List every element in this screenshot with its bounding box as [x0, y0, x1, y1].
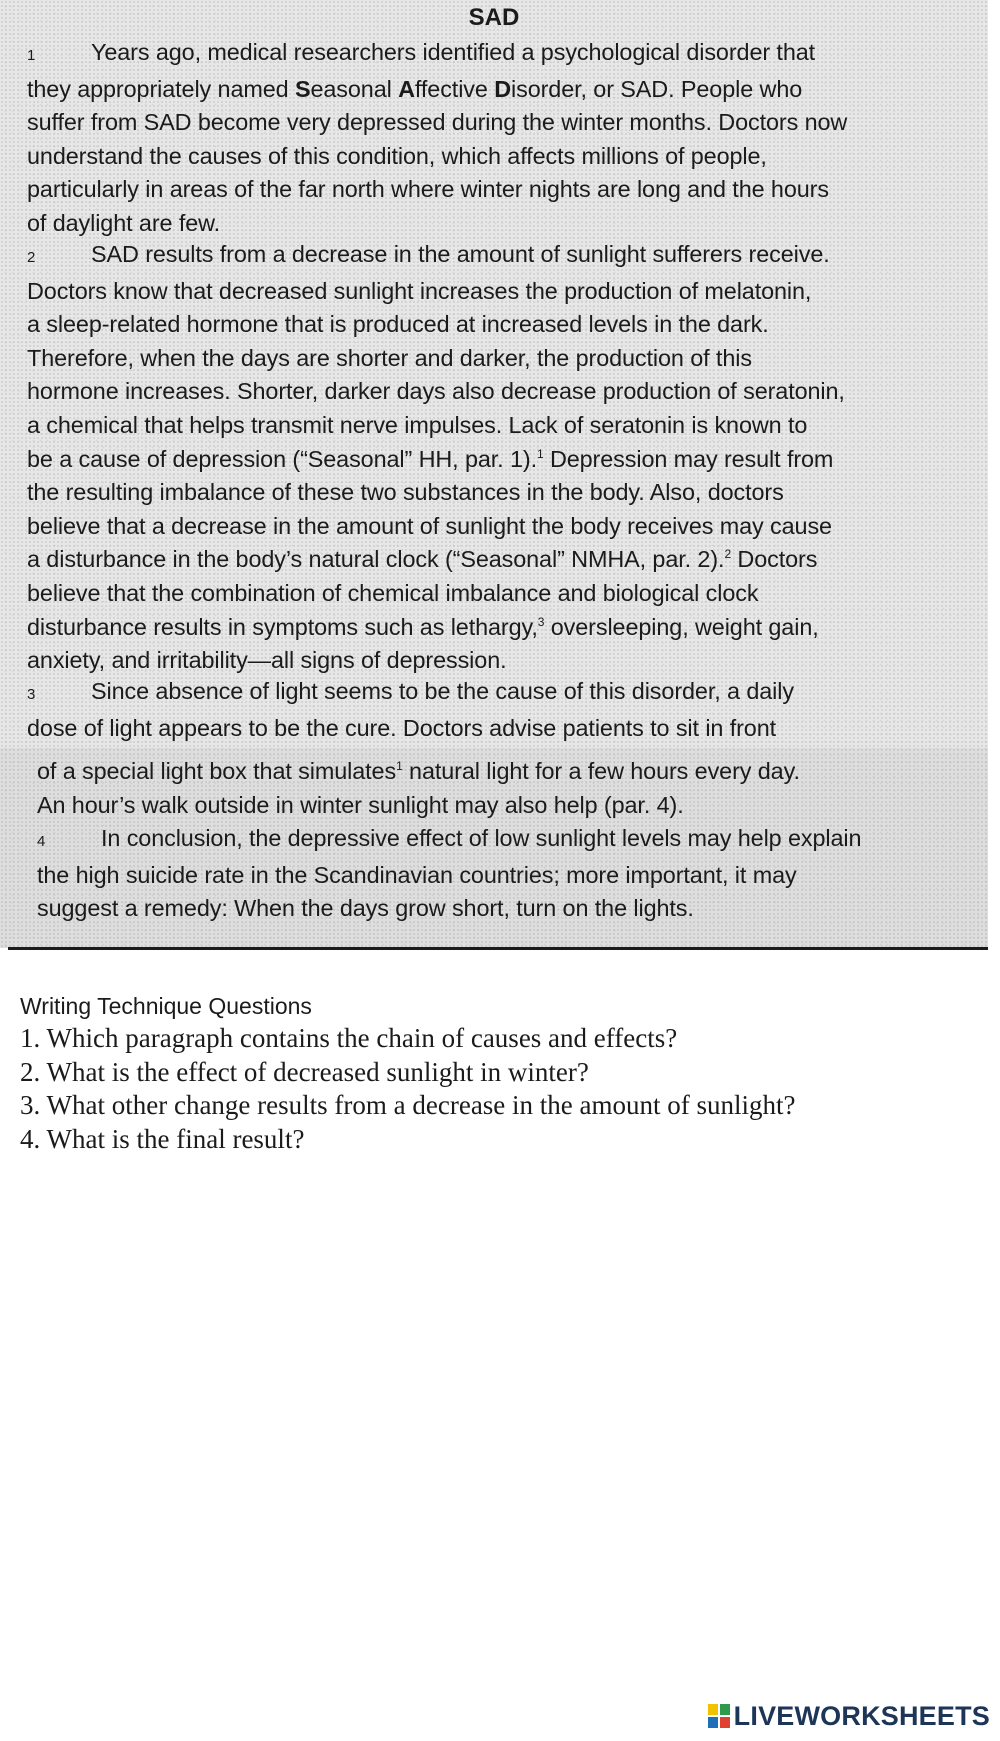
text-line: believe that a decrease in the amount of sunlight the body receives may cause — [27, 512, 832, 539]
paragraph-2 — [27, 238, 845, 678]
liveworksheets-brand — [708, 1701, 990, 1731]
paragraph-3-continued — [37, 755, 800, 822]
paragraph-number: 2 — [27, 249, 36, 266]
text-line: anxiety, and irritability—all signs of depression. — [27, 647, 507, 674]
bold-letter: S — [294, 75, 311, 102]
brand-name: LIVEWORKSHEETS — [733, 1701, 990, 1731]
text-fragment: Depression may result from — [543, 445, 834, 472]
text-line: particularly in areas of the far north where winter nights are long and the hours — [27, 176, 829, 203]
text-line: a disturbance in the body’s natural clock (“Seasonal” NMHA, par. 2). — [27, 546, 725, 573]
questions-list — [20, 1022, 796, 1156]
text-line: a chemical that helps transmit nerve impulses. Lack of seratonin is known to — [27, 411, 808, 438]
text-line: In conclusion, the depressive effect of low sunlight levels may help explain — [101, 825, 862, 851]
text-line: be a cause of depression (“Seasonal” HH, par. 1). — [27, 445, 537, 472]
section-divider — [8, 947, 988, 950]
text-line: An hour’s walk outside in winter sunlight may also help (par. 4). — [37, 791, 684, 818]
text-fragment: easonal — [310, 75, 399, 102]
question-item: 4. What is the final result? — [20, 1123, 305, 1154]
question-item: 2. What is the effect of decreased sunlight in winter? — [20, 1056, 589, 1087]
text-line: Since absence of light seems to be the cause of this disorder, a daily — [91, 678, 794, 704]
paragraph-3 — [27, 675, 794, 745]
bold-letter: D — [494, 75, 511, 102]
liveworksheets-logo-icon — [708, 1704, 730, 1728]
text-line: the high suicide rate in the Scandinavian countries; more important, it may — [37, 861, 797, 888]
questions-heading: Writing Technique Questions — [20, 993, 312, 1019]
paragraph-1 — [27, 36, 847, 241]
footnote-marker: 1 — [536, 446, 544, 461]
text-line: Years ago, medical researchers identified a psychological disorder that — [91, 39, 816, 65]
text-line: suggest a remedy: When the days grow short, turn on the lights. — [37, 895, 694, 922]
footnote-marker: 2 — [724, 547, 732, 562]
text-line: of a special light box that simulates — [37, 758, 397, 784]
text-line: suffer from SAD become very depressed during the winter months. Doctors now — [27, 109, 848, 136]
text-fragment: isorder, or SAD. People who — [511, 75, 803, 102]
text-line: hormone increases. Shorter, darker days also decrease production of seratonin, — [27, 378, 845, 405]
text-line: of daylight are few. — [27, 209, 221, 236]
bold-letter: A — [398, 75, 415, 102]
footnote-marker: 1 — [396, 759, 403, 774]
footnote-marker: 3 — [537, 614, 545, 629]
question-item: 3. What other change results from a decrease in the amount of sunlight? — [20, 1090, 796, 1120]
text-fragment: ffective — [414, 75, 495, 102]
article-title: SAD — [468, 4, 520, 31]
text-line: SAD results from a decrease in the amount of sunlight sufferers receive. — [91, 241, 830, 267]
text-fragment: natural light for a few hours every day. — [402, 758, 800, 784]
question-item: 1. Which paragraph contains the chain of causes and effects? — [20, 1023, 678, 1053]
paragraph-number: 4 — [37, 833, 46, 850]
text-line: the resulting imbalance of these two substances in the body. Also, doctors — [27, 479, 784, 506]
text-line: dose of light appears to be the cure. Doctors advise patients to sit in front — [27, 714, 777, 741]
text-line: Therefore, when the days are shorter and darker, the production of this — [27, 344, 752, 371]
text-line: understand the causes of this condition, which affects millions of people, — [27, 142, 767, 169]
paragraph-number: 3 — [27, 686, 36, 703]
text-line: they appropriately named — [27, 75, 295, 102]
text-line: disturbance results in symptoms such as lethargy, — [27, 613, 538, 640]
text-fragment: Doctors — [731, 546, 818, 573]
text-line: a sleep-related hormone that is produced at increased levels in the dark. — [27, 311, 769, 338]
text-fragment: oversleeping, weight gain, — [544, 613, 819, 640]
text-line: Doctors know that decreased sunlight increases the production of melatonin, — [27, 277, 812, 304]
paragraph-number: 1 — [27, 47, 36, 64]
text-line: believe that the combination of chemical imbalance and biological clock — [27, 579, 759, 606]
paragraph-4 — [37, 822, 861, 926]
